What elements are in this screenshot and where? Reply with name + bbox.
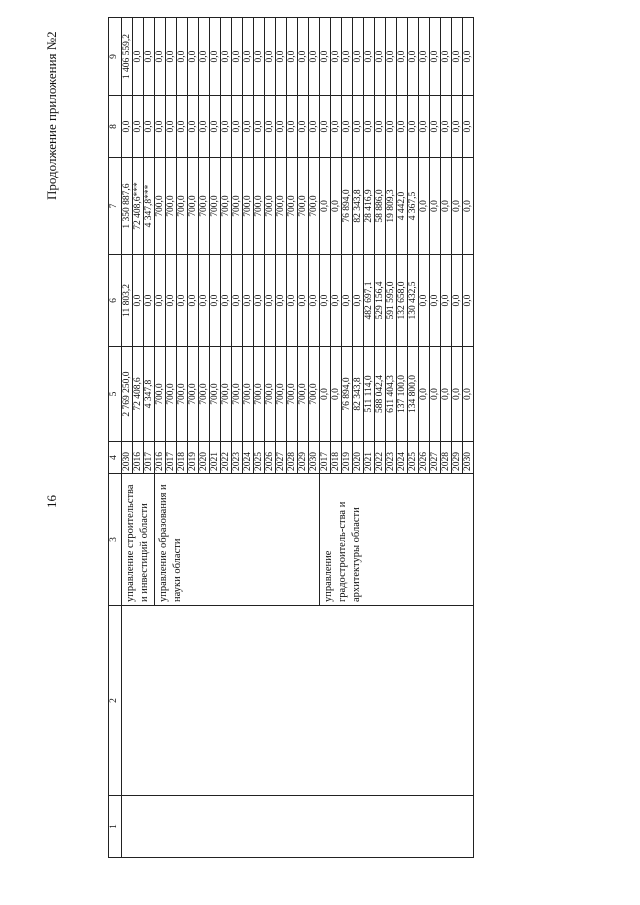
amount-cell: 0,0 (298, 18, 309, 96)
amount-cell: 4 367,5 (408, 158, 419, 255)
year-cell: 2025 (408, 442, 419, 474)
amount-cell: 700,0 (210, 158, 221, 255)
year-cell: 2019 (342, 442, 353, 474)
amount-cell: 19 809,3 (386, 158, 397, 255)
year-cell: 2018 (177, 442, 188, 474)
amount-cell: 0,0 (177, 18, 188, 96)
amount-cell: 0,0 (232, 96, 243, 158)
amount-cell: 0,0 (199, 18, 210, 96)
amount-cell: 0,0 (155, 18, 166, 96)
header-cell: 1 (109, 796, 122, 858)
year-cell: 2016 (133, 442, 144, 474)
amount-cell: 700,0 (221, 158, 232, 255)
year-cell: 2022 (375, 442, 386, 474)
amount-cell: 611 404,3 (386, 347, 397, 442)
amount-cell: 0,0 (166, 18, 177, 96)
amount-cell: 0,0 (331, 96, 342, 158)
year-cell: 2030 (309, 442, 320, 474)
amount-cell: 137 100,0 (397, 347, 408, 442)
amount-cell: 0,0 (353, 18, 364, 96)
amount-cell: 0,0 (419, 347, 430, 442)
amount-cell: 0,0 (320, 255, 331, 347)
amount-cell: 0,0 (452, 158, 463, 255)
amount-cell: 700,0 (199, 158, 210, 255)
amount-cell: 0,0 (177, 255, 188, 347)
amount-cell: 0,0 (133, 255, 144, 347)
amount-cell: 0,0 (133, 18, 144, 96)
amount-cell: 0,0 (408, 18, 419, 96)
amount-cell: 0,0 (375, 96, 386, 158)
amount-cell: 76 894,0 (342, 347, 353, 442)
amount-cell: 588 042,4 (375, 347, 386, 442)
amount-cell: 82 343,8 (353, 158, 364, 255)
amount-cell: 0,0 (265, 255, 276, 347)
year-cell: 2030 (122, 442, 133, 474)
amount-cell: 0,0 (177, 96, 188, 158)
amount-cell: 11 803,2 (122, 255, 133, 347)
amount-cell: 0,0 (320, 158, 331, 255)
amount-cell: 700,0 (254, 347, 265, 442)
amount-cell: 700,0 (232, 347, 243, 442)
header-cell: 8 (109, 96, 122, 158)
amount-cell: 0,0 (342, 96, 353, 158)
amount-cell: 482 697,1 (364, 255, 375, 347)
year-cell: 2026 (419, 442, 430, 474)
year-cell: 2017 (320, 442, 331, 474)
amount-cell: 0,0 (364, 18, 375, 96)
amount-cell: 0,0 (463, 255, 474, 347)
amount-cell: 0,0 (441, 347, 452, 442)
year-cell: 2026 (265, 442, 276, 474)
amount-cell: 2 769 250,0 (122, 347, 133, 442)
year-cell: 2021 (364, 442, 375, 474)
amount-cell: 0,0 (386, 18, 397, 96)
amount-cell: 0,0 (298, 255, 309, 347)
amount-cell: 4 347,8*** (144, 158, 155, 255)
amount-cell: 0,0 (287, 18, 298, 96)
amount-cell: 529 156,4 (375, 255, 386, 347)
amount-cell: 700,0 (276, 347, 287, 442)
header-cell: 9 (109, 18, 122, 96)
amount-cell: 700,0 (309, 158, 320, 255)
amount-cell: 0,0 (353, 96, 364, 158)
amount-cell: 700,0 (166, 158, 177, 255)
year-cell: 2028 (441, 442, 452, 474)
amount-cell: 700,0 (287, 158, 298, 255)
organization-cell: управление строительства и инвестиций области (122, 474, 155, 606)
amount-cell: 0,0 (254, 96, 265, 158)
amount-cell: 4 347,8 (144, 347, 155, 442)
amount-cell: 0,0 (144, 18, 155, 96)
amount-cell: 0,0 (243, 255, 254, 347)
amount-cell: 72 408,6 (133, 347, 144, 442)
year-cell: 2027 (276, 442, 287, 474)
amount-cell: 700,0 (309, 347, 320, 442)
year-cell: 2020 (353, 442, 364, 474)
continuation-caption: Продолжение приложения №2 (44, 31, 59, 200)
amount-cell: 700,0 (188, 347, 199, 442)
year-cell: 2028 (287, 442, 298, 474)
year-cell: 2024 (243, 442, 254, 474)
amount-cell: 0,0 (397, 96, 408, 158)
amount-cell: 0,0 (342, 255, 353, 347)
amount-cell: 700,0 (254, 158, 265, 255)
amount-cell: 72 408,6*** (133, 158, 144, 255)
amount-cell: 0,0 (133, 96, 144, 158)
amount-cell: 700,0 (243, 347, 254, 442)
amount-cell: 0,0 (243, 18, 254, 96)
amount-cell: 0,0 (232, 18, 243, 96)
year-cell: 2029 (452, 442, 463, 474)
amount-cell: 0,0 (188, 96, 199, 158)
amount-cell: 0,0 (221, 18, 232, 96)
amount-cell: 0,0 (144, 96, 155, 158)
amount-cell: 0,0 (430, 18, 441, 96)
year-cell: 2021 (210, 442, 221, 474)
page-number: 16 (44, 495, 59, 508)
amount-cell: 0,0 (430, 96, 441, 158)
amount-cell: 700,0 (177, 347, 188, 442)
amount-cell: 700,0 (210, 347, 221, 442)
amount-cell: 0,0 (276, 96, 287, 158)
organization-cell: управление образования и науки области (155, 474, 320, 606)
amount-cell: 1 406 559,2 (122, 18, 133, 96)
amount-cell: 1 350 887,6 (122, 158, 133, 255)
column-2-cell (122, 606, 474, 796)
year-cell: 2019 (188, 442, 199, 474)
amount-cell: 0,0 (276, 18, 287, 96)
amount-cell: 58 886,0 (375, 158, 386, 255)
amount-cell: 0,0 (320, 18, 331, 96)
amount-cell: 0,0 (155, 255, 166, 347)
amount-cell: 0,0 (221, 96, 232, 158)
amount-cell: 0,0 (419, 158, 430, 255)
amount-cell: 0,0 (210, 255, 221, 347)
amount-cell: 0,0 (452, 255, 463, 347)
amount-cell: 0,0 (463, 347, 474, 442)
header-cell: 6 (109, 255, 122, 347)
year-cell: 2017 (144, 442, 155, 474)
header-cell: 3 (109, 474, 122, 606)
amount-cell: 0,0 (210, 96, 221, 158)
year-cell: 2029 (298, 442, 309, 474)
amount-cell: 700,0 (221, 347, 232, 442)
year-cell: 2020 (199, 442, 210, 474)
organization-cell: управление градостроитель-ства и архитектуры области (320, 474, 474, 606)
amount-cell: 700,0 (155, 158, 166, 255)
header-cell: 4 (109, 442, 122, 474)
amount-cell: 0,0 (210, 18, 221, 96)
amount-cell: 0,0 (166, 255, 177, 347)
amount-cell: 0,0 (199, 96, 210, 158)
amount-cell: 0,0 (265, 96, 276, 158)
amount-cell: 0,0 (441, 96, 452, 158)
amount-cell: 0,0 (441, 18, 452, 96)
amount-cell: 130 432,5 (408, 255, 419, 347)
column-1-cell (122, 796, 474, 858)
amount-cell: 0,0 (199, 255, 210, 347)
amount-cell: 0,0 (452, 347, 463, 442)
amount-cell: 0,0 (232, 255, 243, 347)
amount-cell: 0,0 (364, 96, 375, 158)
amount-cell: 0,0 (342, 18, 353, 96)
amount-cell: 0,0 (287, 255, 298, 347)
amount-cell: 0,0 (331, 18, 342, 96)
amount-cell: 0,0 (309, 96, 320, 158)
amount-cell: 700,0 (276, 158, 287, 255)
year-cell: 2027 (430, 442, 441, 474)
appendix-table (108, 17, 474, 858)
amount-cell: 0,0 (188, 18, 199, 96)
amount-cell: 0,0 (122, 96, 133, 158)
amount-cell: 0,0 (320, 347, 331, 442)
amount-cell: 700,0 (298, 347, 309, 442)
amount-cell: 28 416,9 (364, 158, 375, 255)
year-cell: 2024 (397, 442, 408, 474)
amount-cell: 0,0 (419, 18, 430, 96)
amount-cell: 0,0 (463, 96, 474, 158)
amount-cell: 0,0 (166, 96, 177, 158)
year-cell: 2022 (221, 442, 232, 474)
year-cell: 2023 (386, 442, 397, 474)
amount-cell: 0,0 (386, 96, 397, 158)
header-cell: 7 (109, 158, 122, 255)
amount-cell: 0,0 (419, 255, 430, 347)
amount-cell: 76 894,0 (342, 158, 353, 255)
amount-cell: 591 595,0 (386, 255, 397, 347)
amount-cell: 0,0 (463, 158, 474, 255)
amount-cell: 700,0 (155, 347, 166, 442)
amount-cell: 0,0 (452, 18, 463, 96)
year-cell: 2018 (331, 442, 342, 474)
amount-cell: 700,0 (243, 158, 254, 255)
amount-cell: 0,0 (441, 158, 452, 255)
amount-cell: 0,0 (309, 18, 320, 96)
header-cell: 5 (109, 347, 122, 442)
amount-cell: 0,0 (265, 18, 276, 96)
header-cell: 2 (109, 606, 122, 796)
amount-cell: 0,0 (430, 255, 441, 347)
rotated-table-container (108, 18, 592, 858)
year-cell: 2023 (232, 442, 243, 474)
amount-cell: 0,0 (430, 347, 441, 442)
amount-cell: 700,0 (265, 347, 276, 442)
amount-cell: 700,0 (199, 347, 210, 442)
amount-cell: 82 343,8 (353, 347, 364, 442)
amount-cell: 0,0 (276, 255, 287, 347)
amount-cell: 0,0 (430, 158, 441, 255)
amount-cell: 0,0 (298, 96, 309, 158)
amount-cell: 0,0 (331, 255, 342, 347)
amount-cell: 0,0 (144, 255, 155, 347)
header-row (109, 18, 122, 858)
year-cell: 2016 (155, 442, 166, 474)
amount-cell: 0,0 (397, 18, 408, 96)
amount-cell: 0,0 (331, 347, 342, 442)
amount-cell: 0,0 (353, 255, 364, 347)
amount-cell: 0,0 (375, 18, 386, 96)
amount-cell: 700,0 (298, 158, 309, 255)
amount-cell: 511 114,0 (364, 347, 375, 442)
amount-cell: 4 442,0 (397, 158, 408, 255)
amount-cell: 0,0 (155, 96, 166, 158)
amount-cell: 0,0 (463, 18, 474, 96)
year-cell: 2030 (463, 442, 474, 474)
year-cell: 2025 (254, 442, 265, 474)
amount-cell: 0,0 (408, 96, 419, 158)
amount-cell: 700,0 (265, 158, 276, 255)
amount-cell: 132 658,0 (397, 255, 408, 347)
amount-cell: 0,0 (320, 96, 331, 158)
amount-cell: 134 800,0 (408, 347, 419, 442)
table-row (122, 18, 133, 858)
amount-cell: 700,0 (166, 347, 177, 442)
amount-cell: 0,0 (419, 96, 430, 158)
year-cell: 2017 (166, 442, 177, 474)
table-body (122, 18, 474, 858)
amount-cell: 0,0 (254, 255, 265, 347)
amount-cell: 700,0 (177, 158, 188, 255)
amount-cell: 700,0 (188, 158, 199, 255)
amount-cell: 700,0 (232, 158, 243, 255)
amount-cell: 0,0 (441, 255, 452, 347)
amount-cell: 0,0 (188, 255, 199, 347)
amount-cell: 0,0 (287, 96, 298, 158)
amount-cell: 0,0 (309, 255, 320, 347)
amount-cell: 0,0 (254, 18, 265, 96)
amount-cell: 0,0 (243, 96, 254, 158)
amount-cell: 0,0 (331, 158, 342, 255)
amount-cell: 700,0 (287, 347, 298, 442)
amount-cell: 0,0 (221, 255, 232, 347)
amount-cell: 0,0 (452, 96, 463, 158)
